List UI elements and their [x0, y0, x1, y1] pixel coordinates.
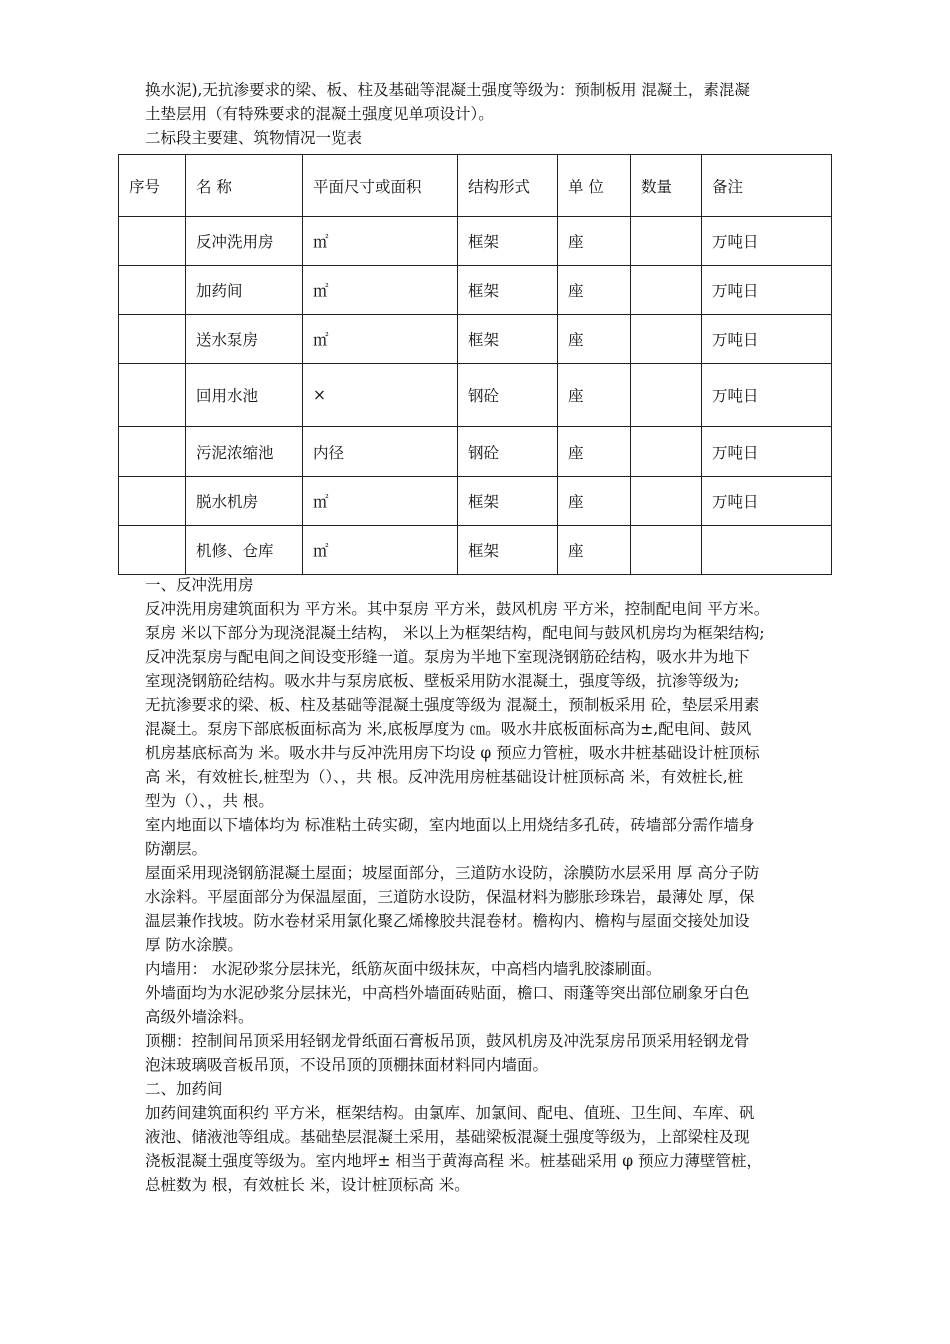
cell-size: ×: [303, 364, 458, 427]
cell-size: ㎡: [303, 477, 458, 526]
text-line: 泵房 米以下部分为现浇混凝土结构， 米以上为框架结构，配电间与鼓风机房均为框架结构;: [145, 624, 765, 642]
text-line: 混凝土。泵房下部底板面标高为 米,底板厚度为 ㎝。吸水井底板面标高为±,配电间、鼓风: [145, 720, 752, 738]
cell-size: ㎡: [303, 315, 458, 364]
cell-name: 加药间: [186, 266, 303, 315]
cell-structure: 钢砼: [458, 364, 558, 427]
cell-structure: 框架: [458, 526, 558, 575]
cell-unit: 座: [558, 266, 631, 315]
text-line: 型为（）、，共 根。: [145, 792, 274, 810]
cell-structure: 框架: [458, 315, 558, 364]
text-line: 总桩数为 根，有效桩长 米，设计桩顶标高 米。: [145, 1176, 470, 1194]
table-row: [119, 526, 832, 575]
table-row: [119, 477, 832, 526]
text-line: 外墙面均为水泥砂浆分层抹光，中高档外墙面砖贴面，檐口、雨蓬等突出部位刷象牙白色: [145, 984, 750, 1002]
cell-note: 万吨日: [702, 427, 832, 477]
text-line: 泡沫玻璃吸音板吊顶，不设吊顶的顶棚抹面材料同内墙面。: [145, 1056, 549, 1074]
text-line: 液池、储液池等组成。基础垫层混凝土采用，基础梁板混凝土强度等级为，上部梁柱及现: [145, 1128, 750, 1146]
cell-no: [119, 526, 186, 575]
section-heading: 一、反冲洗用房: [145, 576, 254, 594]
cell-qty: [631, 266, 702, 315]
cell-unit: 座: [558, 364, 631, 427]
text-line: 无抗渗要求的梁、板、柱及基础等混凝土强度等级为 混凝土，预制板采用 砼，垫层采用素: [145, 696, 760, 714]
cell-unit: 座: [558, 315, 631, 364]
cell-structure: 钢砼: [458, 427, 558, 477]
cell-unit: 座: [558, 477, 631, 526]
cell-name: 脱水机房: [186, 477, 303, 526]
cell-no: [119, 266, 186, 315]
cell-note: 万吨日: [702, 364, 832, 427]
text-line: 土垫层用（有特殊要求的混凝土强度见单项设计）。: [145, 105, 494, 123]
table-caption: 二标段主要建、筑物情况一览表: [145, 129, 363, 147]
header-cell: 序号: [119, 155, 186, 217]
cell-no: [119, 427, 186, 477]
body-text: [145, 573, 815, 1197]
cell-name: 污泥浓缩池: [186, 427, 303, 477]
cell-qty: [631, 526, 702, 575]
header-cell: 数量: [631, 155, 702, 217]
text-line: 防潮层。: [145, 840, 208, 858]
text-line: 浇板混凝土强度等级为。室内地坪± 相当于黄海高程 米。桩基础采用 φ 预应力薄壁管桩，: [145, 1152, 763, 1170]
header-cell: 平面尺寸或面积: [303, 155, 458, 217]
header-cell: 备注: [702, 155, 832, 217]
cell-unit: 座: [558, 427, 631, 477]
text-line: 高 米，有效桩长,桩型为（）、，共 根。反冲洗用房桩基础设计桩顶标高 米，有效桩长,桩: [145, 768, 744, 786]
text-line: 加药间建筑面积约 平方米，框架结构。由氯库、加氯间、配电、值班、卫生间、车库、矾: [145, 1104, 755, 1122]
cell-qty: [631, 315, 702, 364]
buildings-table: [118, 154, 832, 575]
cell-note: 万吨日: [702, 266, 832, 315]
text-line: 室现浇钢筋砼结构。吸水井与泵房底板、壁板采用防水混凝土，强度等级，抗渗等级为;: [145, 672, 740, 690]
table-row: [119, 217, 832, 266]
table-header-row: [119, 155, 832, 217]
cell-structure: 框架: [458, 217, 558, 266]
cell-qty: [631, 364, 702, 427]
cell-qty: [631, 427, 702, 477]
cell-no: [119, 315, 186, 364]
text-line: 屋面采用现浇钢筋混凝土屋面；坡屋面部分，三道防水设防，涂膜防水层采用 厚 高分子防: [145, 864, 760, 882]
cell-qty: [631, 217, 702, 266]
table-row: [119, 315, 832, 364]
text-line: 内墙用： 水泥砂浆分层抹光，纸筋灰面中级抹灰，中高档内墙乳胶漆刷面。: [145, 960, 662, 978]
cell-size: 内径: [303, 427, 458, 477]
text-line: 换水泥),无抗渗要求的梁、板、柱及基础等混凝土强度等级为：预制板用 混凝土，素混凝: [145, 81, 750, 99]
cell-no: [119, 364, 186, 427]
cell-name: 回用水池: [186, 364, 303, 427]
cell-structure: 框架: [458, 266, 558, 315]
cell-size: ㎡: [303, 266, 458, 315]
cell-structure: 框架: [458, 477, 558, 526]
cell-unit: 座: [558, 526, 631, 575]
cell-no: [119, 217, 186, 266]
cell-note: 万吨日: [702, 217, 832, 266]
cell-no: [119, 477, 186, 526]
header-cell: 结构形式: [458, 155, 558, 217]
header-cell: 名 称: [186, 155, 303, 217]
cell-qty: [631, 477, 702, 526]
cell-size: ㎡: [303, 526, 458, 575]
text-line: 室内地面以下墙体均为 标准粘土砖实砌，室内地面以上用烧结多孔砖，砖墙部分需作墙身: [145, 816, 755, 834]
text-line: 水涂料。平屋面部分为保温屋面，三道防水设防，保温材料为膨胀珍珠岩，最薄处 厚，保: [145, 888, 755, 906]
cell-name: 机修、仓库: [186, 526, 303, 575]
table-row: [119, 266, 832, 315]
header-cell: 单 位: [558, 155, 631, 217]
cell-note: [702, 526, 832, 575]
text-line: 机房基底标高为 米。吸水井与反冲洗用房下均设 φ 预应力管桩，吸水井桩基础设计桩顶标: [145, 744, 760, 762]
table-row: [119, 364, 832, 427]
text-line: 厚 防水涂膜。: [145, 936, 243, 954]
text-line: 反冲洗用房建筑面积为 平方米。其中泵房 平方米，鼓风机房 平方米，控制配电间 平方米。: [145, 600, 770, 618]
text-line: 反冲洗泵房与配电间之间设变形缝一道。泵房为半地下室现浇钢筋砼结构，吸水井为地下: [145, 648, 750, 666]
table-row: [119, 427, 832, 477]
cell-name: 反冲洗用房: [186, 217, 303, 266]
cell-unit: 座: [558, 217, 631, 266]
intro-text: [145, 78, 815, 148]
cell-note: 万吨日: [702, 315, 832, 364]
text-line: 顶棚：控制间吊顶采用轻钢龙骨纸面石膏板吊顶，鼓风机房及冲洗泵房吊顶采用轻钢龙骨: [145, 1032, 750, 1050]
cell-note: 万吨日: [702, 477, 832, 526]
text-line: 高级外墙涂料。: [145, 1008, 254, 1026]
text-line: 温层兼作找坡。防水卷材采用氯化聚乙烯橡胶共混卷材。檐构内、檐构与屋面交接处加设: [145, 912, 750, 930]
cell-name: 送水泵房: [186, 315, 303, 364]
section-heading: 二、加药间: [145, 1080, 223, 1098]
cell-size: ㎡: [303, 217, 458, 266]
